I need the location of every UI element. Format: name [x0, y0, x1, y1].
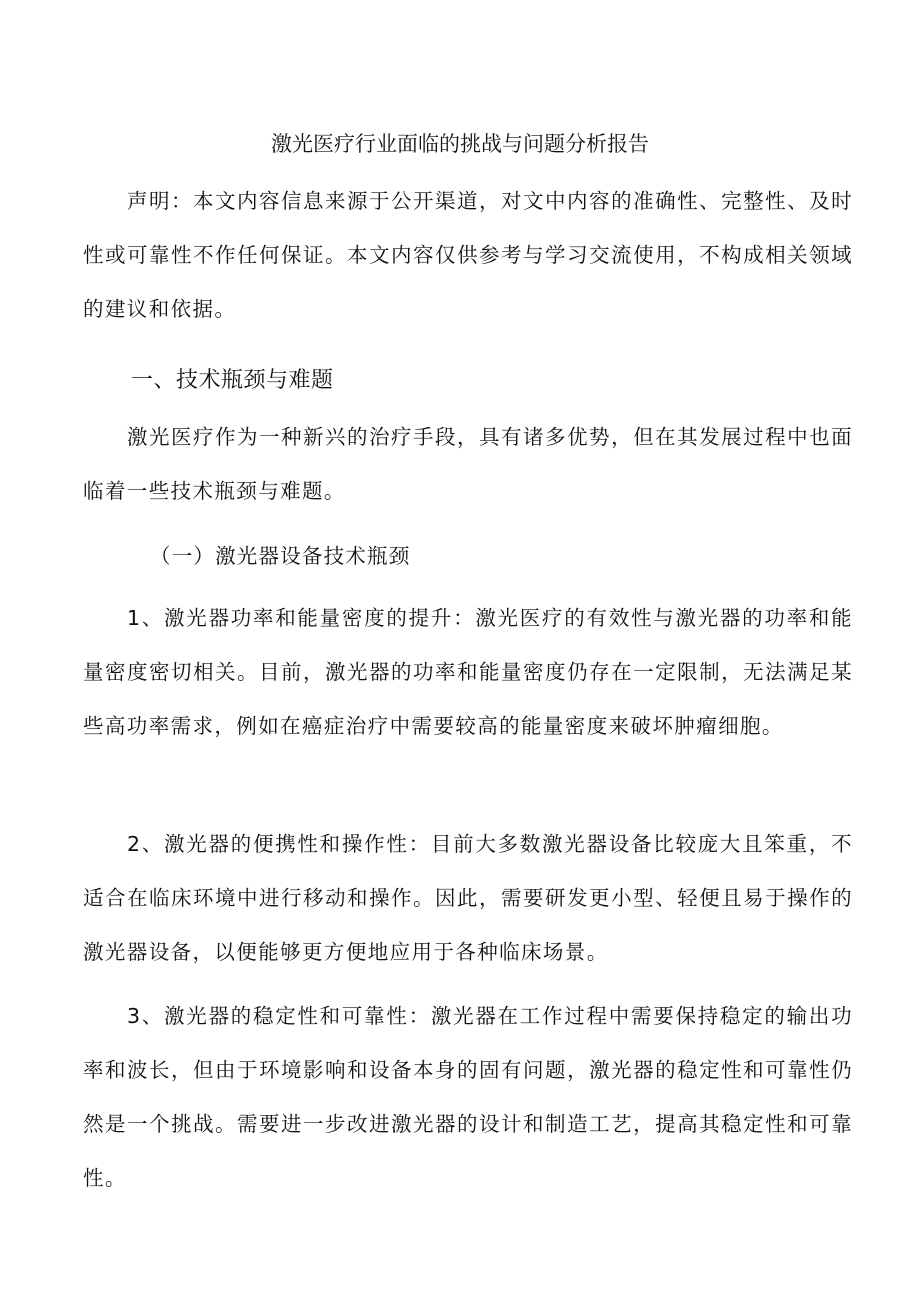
- list-item-paragraph: 3、激光器的稳定性和可靠性：激光器在工作过程中需要保持稳定的输出功率和波长，但由于环境影响和设备本身的固有问题，激光器的稳定性和可靠性仍然是一个挑战。需要进一步改进激光器的设计和制造工艺，提高其稳定性和可靠性。: [83, 1004, 853, 1190]
- section-intro-paragraph: 激光医疗作为一种新兴的治疗手段，具有诸多优势，但在其发展过程中也面临着一些技术瓶颈与难题。: [83, 425, 853, 503]
- section-heading: 一、技术瓶颈与难题: [131, 368, 334, 393]
- disclaimer-paragraph: 声明：本文内容信息来源于公开渠道，对文中内容的准确性、完整性、及时性或可靠性不作任何保证。本文内容仅供参考与学习交流使用，不构成相关领域的建议和依据。: [83, 189, 853, 321]
- list-item-paragraph: 2、激光器的便携性和操作性：目前大多数激光器设备比较庞大且笨重，不适合在临床环境中进行移动和操作。因此，需要研发更小型、轻便且易于操作的激光器设备，以便能够更方便地应用于各种临床场景。: [83, 832, 853, 964]
- document-title: 激光医疗行业面临的挑战与问题分析报告: [271, 132, 649, 156]
- subsection-heading: （一）激光器设备技术瓶颈: [150, 544, 411, 568]
- list-item-paragraph: 1、激光器功率和能量密度的提升：激光医疗的有效性与激光器的功率和能量密度密切相关。目前，激光器的功率和能量密度仍存在一定限制，无法满足某些高功率需求，例如在癌症治疗中需要较高的能量密度来破坏肿瘤细胞。: [83, 606, 853, 738]
